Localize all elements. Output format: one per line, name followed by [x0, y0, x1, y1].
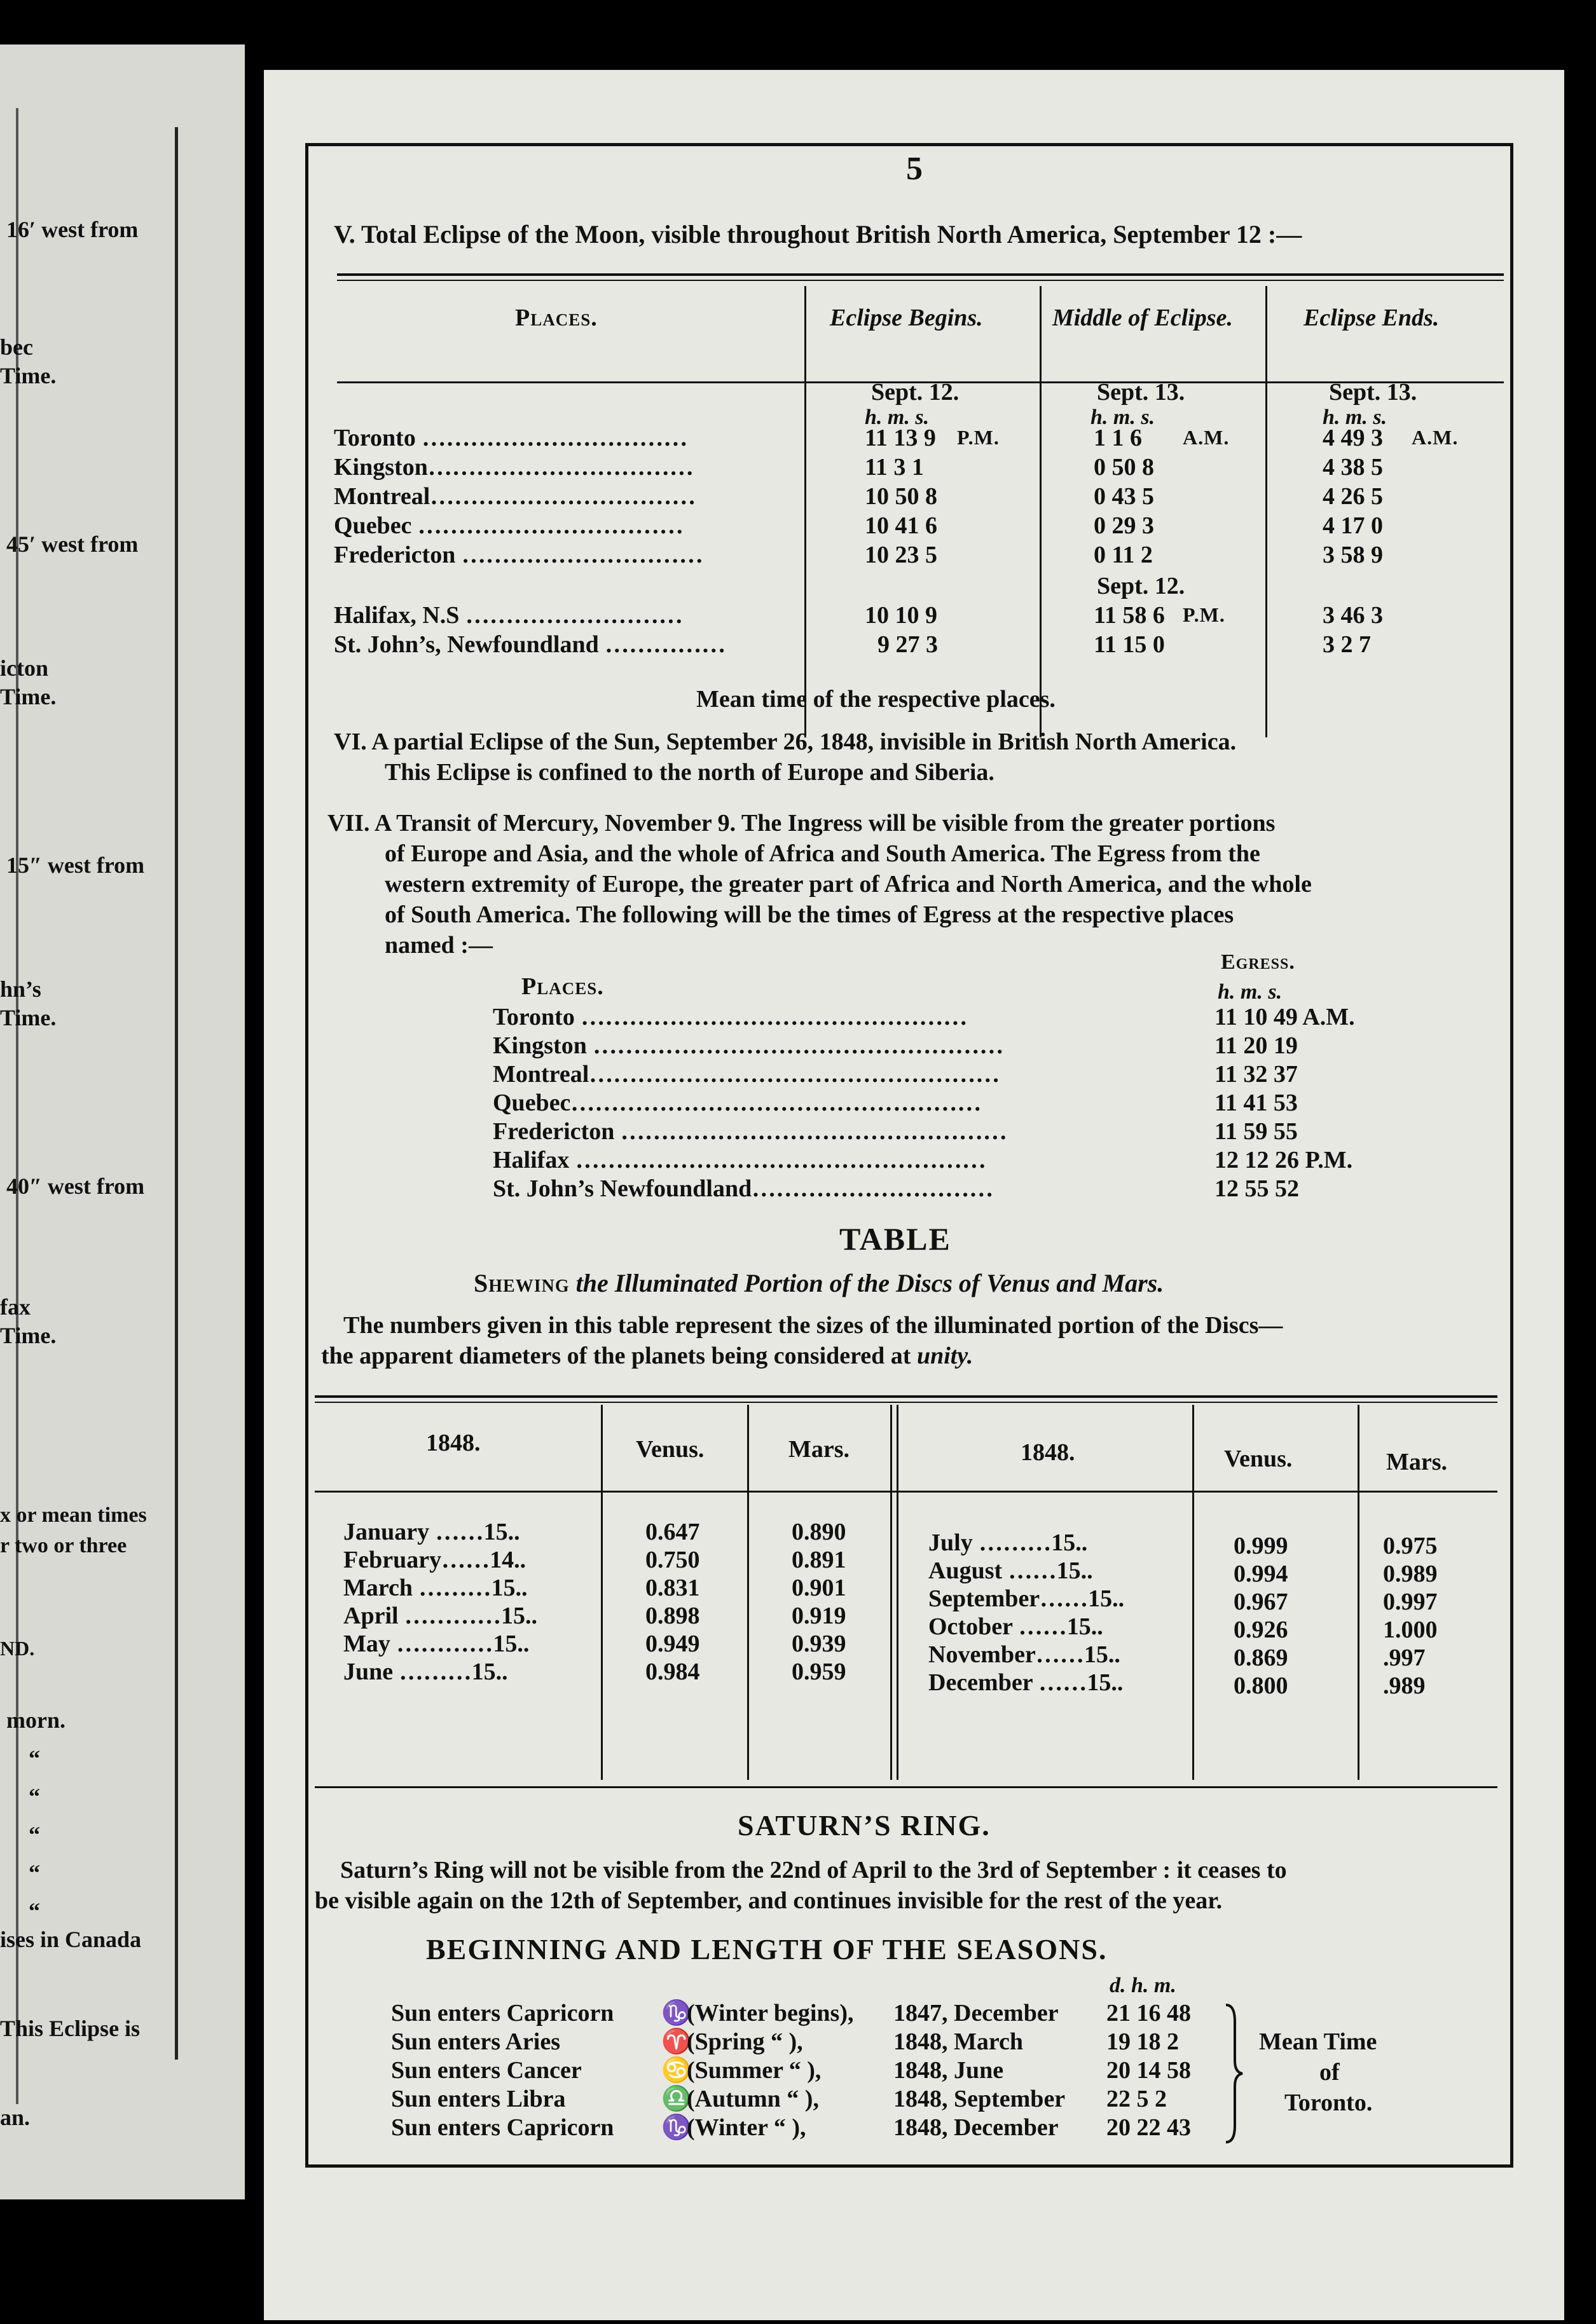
- disc-column-rule: [747, 1405, 749, 1780]
- middle-time: 11 58 6: [1094, 602, 1165, 629]
- disc-column-rule: [1192, 1405, 1194, 1780]
- venus-value: 0.984: [645, 1658, 700, 1685]
- column-rule: [804, 286, 806, 737]
- section-vii-line: of Europe and Asia, and the whole of Africa and South America. The Egress from the: [385, 840, 1260, 867]
- section-vii-line: named :—: [385, 932, 493, 959]
- season-date: 1847, December: [893, 2000, 1059, 2027]
- header-eclipse-begins: Eclipse Begins.: [830, 304, 983, 331]
- left-page-column-rule: [175, 127, 178, 2060]
- venus-value: 0.949: [645, 1630, 700, 1657]
- ends-time: 4 38 5: [1323, 454, 1383, 481]
- egress-time: 11 59 55: [1214, 1118, 1298, 1145]
- season-name: (Autumn “ ),: [687, 2086, 819, 2112]
- zodiac-capricorn-icon: ♑: [661, 2114, 692, 2141]
- column-rule: [1040, 286, 1042, 737]
- mars-value: 1.000: [1383, 1617, 1438, 1643]
- season-name: (Winter “ ),: [687, 2114, 806, 2141]
- place-name: Montreal……………………………: [334, 483, 696, 510]
- begins-time: 10 41 6: [865, 512, 937, 539]
- egress-place: Quebec……………………………………………: [493, 1090, 982, 1116]
- section-v-title: V. Total Eclipse of the Moon, visible throughout British North America, September 12 :—: [334, 220, 1302, 249]
- left-fragment: 15″ west from: [6, 852, 145, 878]
- mars-value: 0.919: [792, 1603, 846, 1629]
- ends-time: 4 17 0: [1323, 512, 1383, 539]
- left-page-fragment: [0, 44, 245, 2199]
- column-rule: [1265, 286, 1267, 737]
- disc-header-year: 1848.: [1021, 1439, 1075, 1466]
- table-title: TABLE: [839, 1221, 951, 1257]
- left-fragment: 40″ west from: [6, 1173, 145, 1199]
- mars-value: .989: [1383, 1672, 1426, 1699]
- left-fragment: Time.: [0, 684, 57, 709]
- saturn-line1: Saturn’s Ring will not be visible from the 22nd of April to the 3rd of September : it ceases to: [340, 1857, 1287, 1883]
- egress-place: Toronto …………………………………………: [493, 1004, 968, 1030]
- disc-month: May …………15..: [343, 1630, 530, 1657]
- left-fragment: ises in Canada: [0, 1927, 142, 1952]
- egress-time: 11 10 49 A.M.: [1214, 1004, 1355, 1030]
- left-fragment: 16′ west from: [6, 217, 139, 242]
- header-middle-eclipse: Middle of Eclipse.: [1052, 304, 1233, 331]
- left-fragment: Time.: [0, 1323, 57, 1348]
- egress-time: 12 55 52: [1214, 1175, 1299, 1202]
- begins-time: 9 27 3: [877, 631, 938, 658]
- table-desc-line2: the apparent diameters of the planets being considered at: [321, 1343, 911, 1369]
- egress-time: 12 12 26 P.M.: [1214, 1147, 1353, 1173]
- begins-time: 11 3 1: [865, 454, 924, 481]
- mars-value: 0.959: [792, 1658, 846, 1685]
- season-dhm: 19 18 2: [1106, 2028, 1179, 2055]
- middle-time: 0 50 8: [1094, 454, 1154, 481]
- disc-table-bottom-rule: [315, 1786, 1497, 1788]
- mars-value: 0.890: [792, 1519, 846, 1545]
- seasons-units: d. h. m.: [1110, 1974, 1176, 1997]
- egress-time: 11 41 53: [1214, 1090, 1298, 1116]
- section-vi-line2: This Eclipse is confined to the north of Europe and Siberia.: [385, 759, 994, 786]
- disc-month: June ………15..: [343, 1658, 508, 1685]
- ends-date: Sept. 13.: [1329, 379, 1417, 406]
- section-vii-line: western extremity of Europe, the greater part of Africa and North America, and the whole: [385, 871, 1312, 898]
- units-label: h. m. s.: [865, 406, 930, 429]
- zodiac-cancer-icon: ♋: [661, 2057, 692, 2084]
- left-fragment: “: [29, 1822, 40, 1847]
- mean-time-note: of: [1319, 2059, 1340, 2086]
- season-enters: Sun enters Cancer: [391, 2057, 582, 2084]
- left-fragment: Time.: [0, 363, 57, 388]
- season-date: 1848, September: [893, 2086, 1066, 2112]
- disc-header-venus: Venus.: [1224, 1446, 1293, 1472]
- left-page-border: [16, 108, 18, 2104]
- disc-table-top-rule: [315, 1395, 1497, 1398]
- disc-header-mars: Mars.: [788, 1436, 850, 1463]
- left-fragment: “: [29, 1784, 40, 1809]
- ends-time: 3 46 3: [1323, 602, 1383, 629]
- disc-month: March ………15..: [343, 1575, 528, 1601]
- saturn-title: SATURN’S RING.: [738, 1809, 991, 1842]
- section-v-footnote: Mean time of the respective places.: [696, 686, 1056, 713]
- left-fragment: x or mean times: [0, 1503, 147, 1527]
- season-dhm: 22 5 2: [1106, 2086, 1167, 2112]
- disc-column-rule: [601, 1405, 603, 1780]
- begins-time: 10 10 9: [865, 602, 937, 629]
- season-date: 1848, June: [893, 2057, 1004, 2084]
- season-dhm: 21 16 48: [1106, 2000, 1191, 2027]
- season-enters: Sun enters Libra: [391, 2086, 566, 2112]
- ends-time: 3 2 7: [1323, 631, 1371, 658]
- venus-value: 0.800: [1234, 1672, 1288, 1699]
- season-enters: Sun enters Capricorn: [391, 2000, 614, 2027]
- begins-time: 10 23 5: [865, 542, 937, 568]
- zodiac-aries-icon: ♈: [661, 2028, 692, 2055]
- left-fragment: r two or three: [0, 1534, 127, 1557]
- disc-month: December ……15..: [928, 1669, 1124, 1696]
- begins-time: 10 50 8: [865, 483, 937, 510]
- mars-value: 0.975: [1383, 1533, 1438, 1559]
- time-suffix: P.M.: [957, 426, 1000, 449]
- disc-month: February……14..: [343, 1547, 526, 1573]
- place-name: Fredericton …………………………: [334, 542, 703, 568]
- egress-place: Kingston ……………………………………………: [493, 1032, 1004, 1059]
- season-name: (Winter begins),: [687, 2000, 854, 2027]
- places-header: Places.: [521, 973, 604, 1000]
- zodiac-capricorn-icon: ♑: [661, 2000, 692, 2027]
- almanac-page: [264, 70, 1564, 2320]
- egress-time: 11 32 37: [1214, 1061, 1298, 1088]
- disc-header-venus: Venus.: [636, 1436, 705, 1463]
- begins-time: 11 13 9: [865, 425, 936, 451]
- disc-month: November……15..: [928, 1641, 1120, 1668]
- time-suffix: A.M.: [1412, 426, 1459, 449]
- left-fragment: Time.: [0, 1005, 57, 1030]
- season-name: (Summer “ ),: [687, 2057, 822, 2084]
- season-enters: Sun enters Aries: [391, 2028, 560, 2055]
- left-fragment: ND.: [0, 1637, 35, 1660]
- section-vi-line1: VI. A partial Eclipse of the Sun, September 26, 1848, invisible in British North America.: [334, 728, 1237, 755]
- mean-time-note: Toronto.: [1284, 2089, 1373, 2116]
- season-date: 1848, December: [893, 2114, 1059, 2141]
- left-fragment: “: [29, 1860, 40, 1885]
- mars-value: 0.939: [792, 1630, 846, 1657]
- place-name: Quebec ……………………………: [334, 512, 684, 539]
- egress-place: St. John’s Newfoundland…………………………: [493, 1175, 994, 1202]
- egress-place: Montreal……………………………………………: [493, 1061, 1000, 1088]
- venus-value: 0.994: [1234, 1561, 1288, 1587]
- mars-value: 0.891: [792, 1547, 846, 1573]
- venus-value: 0.898: [645, 1603, 700, 1629]
- time-suffix: A.M.: [1183, 426, 1230, 449]
- disc-table-top-rule-thin: [315, 1402, 1497, 1403]
- place-name: Toronto ……………………………: [334, 425, 688, 451]
- middle-date-2: Sept. 12.: [1097, 573, 1185, 599]
- disc-month: October ……15..: [928, 1613, 1103, 1640]
- ends-time: 4 26 5: [1323, 483, 1383, 510]
- middle-time: 1 1 6: [1094, 425, 1142, 451]
- venus-value: 0.967: [1234, 1589, 1288, 1615]
- season-name: (Spring “ ),: [687, 2028, 803, 2055]
- begins-date: Sept. 12.: [871, 379, 960, 406]
- section-vii-line: VII. A Transit of Mercury, November 9. The Ingress will be visible from the greater portions: [327, 810, 1276, 837]
- mars-value: 0.997: [1383, 1589, 1438, 1615]
- mars-value: 0.989: [1383, 1561, 1438, 1587]
- place-name: St. John’s, Newfoundland ……………: [334, 631, 726, 658]
- ends-time: 4 49 3: [1323, 425, 1383, 451]
- middle-time: 0 43 5: [1094, 483, 1154, 510]
- middle-time: 11 15 0: [1094, 631, 1165, 658]
- season-dhm: 20 22 43: [1106, 2114, 1191, 2141]
- saturn-line2: be visible again on the 12th of September, and continues invisible for the rest of the year.: [315, 1887, 1223, 1914]
- mean-time-note: Mean Time: [1259, 2028, 1377, 2055]
- seasons-title: BEGINNING AND LENGTH OF THE SEASONS.: [426, 1933, 1108, 1965]
- season-dhm: 20 14 58: [1106, 2057, 1191, 2084]
- table-top-rule: [337, 273, 1504, 276]
- brace-icon: [1221, 2002, 1246, 2145]
- header-eclipse-ends: Eclipse Ends.: [1304, 304, 1440, 331]
- disc-month: July ………15..: [928, 1529, 1088, 1556]
- season-enters: Sun enters Capricorn: [391, 2114, 614, 2141]
- table-desc-line1: The numbers given in this table represent the sizes of the illuminated portion of the Discs—: [343, 1312, 1283, 1339]
- left-fragment: “: [29, 1898, 40, 1924]
- egress-units: h. m. s.: [1218, 980, 1283, 1004]
- table-subtitle-prefix: Shewing: [474, 1269, 570, 1297]
- left-fragment: hn’s: [0, 976, 41, 1002]
- disc-column-rule: [1358, 1405, 1359, 1780]
- venus-value: 0.647: [645, 1519, 700, 1545]
- disc-month: September……15..: [928, 1585, 1125, 1612]
- header-places: Places.: [515, 304, 598, 331]
- table-subtitle-text: the Illuminated Portion of the Discs of Venus and Mars.: [575, 1269, 1164, 1297]
- middle-date: Sept. 13.: [1097, 379, 1185, 406]
- disc-table-header-rule: [315, 1491, 1497, 1493]
- place-name: Halifax, N.S ………………………: [334, 602, 683, 629]
- disc-header-year: 1848.: [426, 1430, 481, 1456]
- units-label: h. m. s.: [1090, 406, 1155, 429]
- disc-column-rule: [897, 1405, 898, 1780]
- left-fragment: “: [29, 1746, 40, 1771]
- egress-header: Egress.: [1221, 950, 1295, 974]
- middle-time: 0 29 3: [1094, 512, 1154, 539]
- egress-place: Fredericton …………………………………………: [493, 1118, 1007, 1145]
- venus-value: 0.831: [645, 1575, 700, 1601]
- section-vii-line: of South America. The following will be the times of Egress at the respective places: [385, 901, 1234, 928]
- left-fragment: bec: [0, 334, 33, 360]
- disc-month: April …………15..: [343, 1603, 538, 1629]
- disc-month: January ……15..: [343, 1519, 520, 1545]
- mars-value: .997: [1383, 1644, 1426, 1671]
- zodiac-libra-icon: ♎: [661, 2086, 692, 2112]
- page-number: 5: [906, 151, 923, 187]
- place-name: Kingston……………………………: [334, 454, 694, 481]
- left-fragment: fax: [0, 1294, 31, 1320]
- venus-value: 0.926: [1234, 1617, 1288, 1643]
- egress-place: Halifax ……………………………………………: [493, 1147, 986, 1173]
- left-fragment: morn.: [6, 1707, 65, 1733]
- mars-value: 0.901: [792, 1575, 846, 1601]
- disc-month: August ……15..: [928, 1557, 1093, 1584]
- binding-gutter: [245, 0, 264, 2324]
- venus-value: 0.999: [1234, 1533, 1288, 1559]
- disc-header-mars: Mars.: [1386, 1449, 1448, 1475]
- time-suffix: P.M.: [1183, 603, 1225, 626]
- left-fragment: This Eclipse is: [0, 2016, 141, 2041]
- venus-value: 0.750: [645, 1547, 700, 1573]
- disc-column-rule: [890, 1405, 892, 1780]
- left-fragment: 45′ west from: [6, 531, 139, 557]
- units-label: h. m. s.: [1323, 406, 1387, 429]
- left-fragment: an.: [0, 2105, 31, 2130]
- table-subtitle: [474, 1268, 1164, 1298]
- ends-time: 3 58 9: [1323, 542, 1383, 568]
- venus-value: 0.869: [1234, 1644, 1288, 1671]
- middle-time: 0 11 2: [1094, 542, 1153, 568]
- season-date: 1848, March: [893, 2028, 1024, 2055]
- egress-time: 11 20 19: [1214, 1032, 1298, 1059]
- table-top-rule-thin: [337, 280, 1504, 281]
- table-desc-unity: unity.: [916, 1343, 973, 1369]
- left-fragment: icton: [0, 655, 48, 681]
